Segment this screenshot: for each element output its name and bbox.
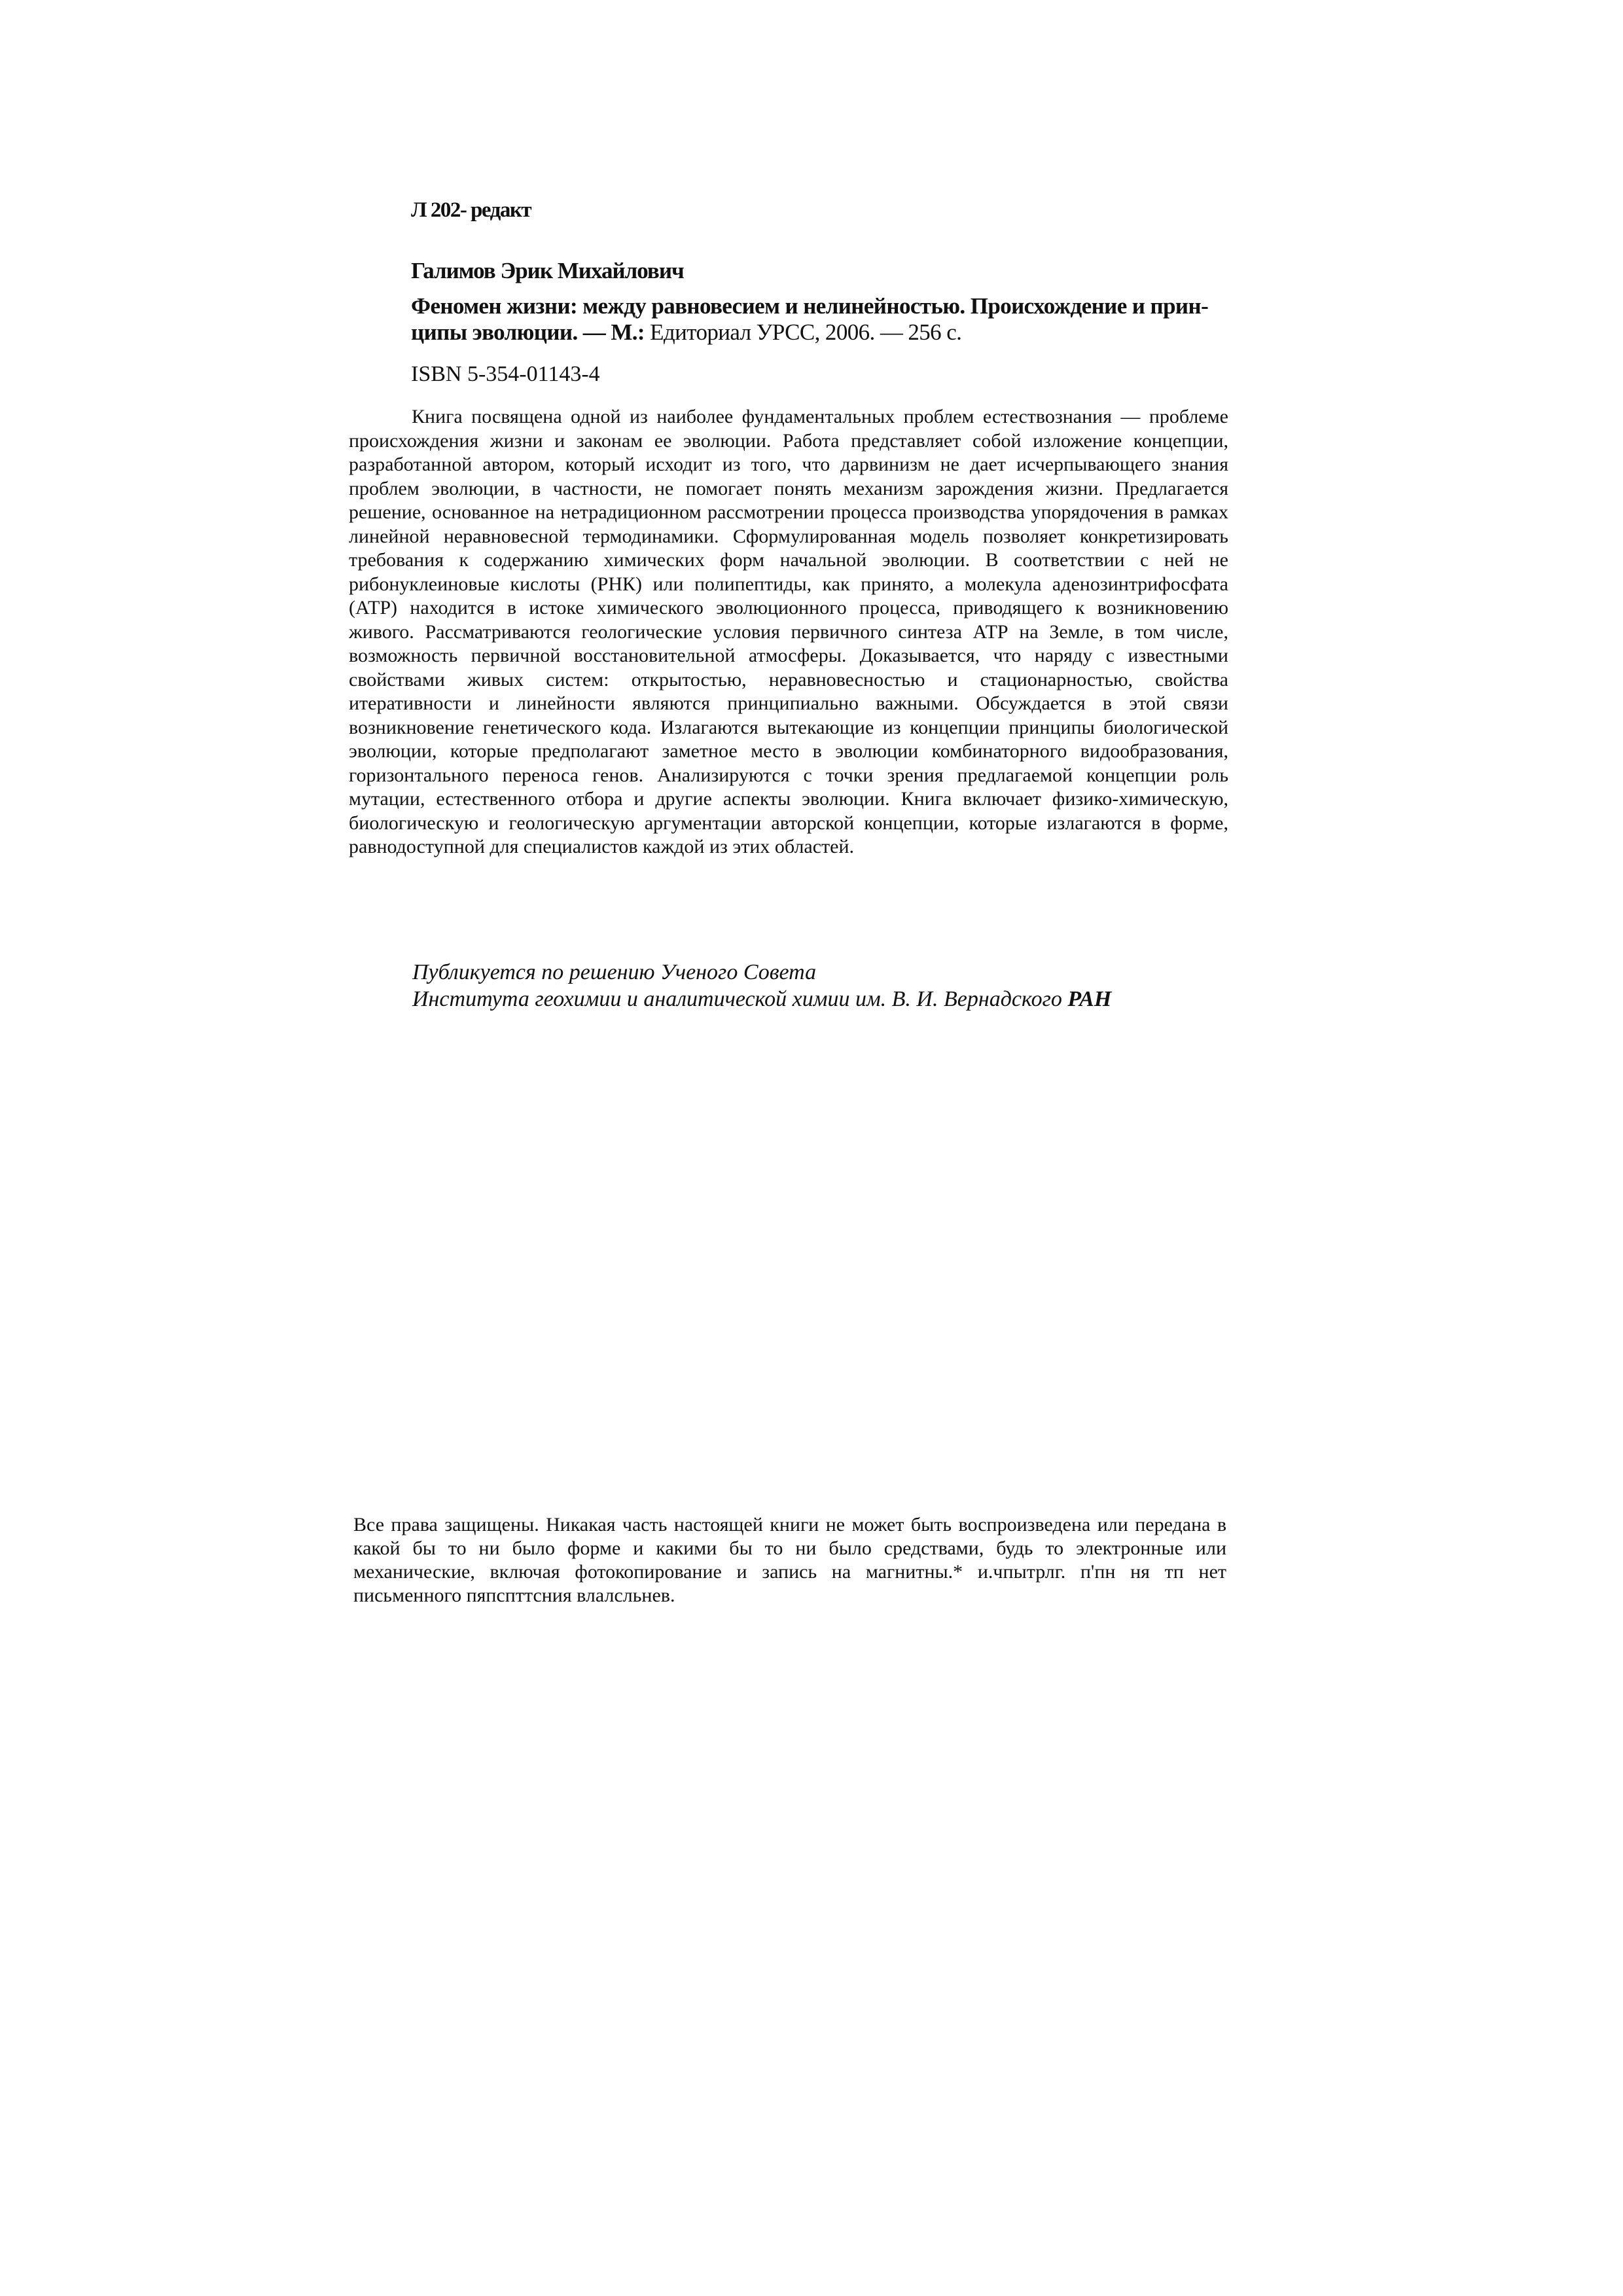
academy-abbreviation: РАН (1067, 987, 1112, 1011)
book-title: Феномен жизни: между равновесием и нелинейностью. Происхождение и принципы эволюции. (411, 293, 1209, 345)
institute-name: Института геохимии и аналитической химии им. В. И. Вернадского (412, 987, 1068, 1011)
bibliographic-entry (411, 293, 1222, 346)
isbn: ISBN 5-354-01143-4 (411, 362, 600, 386)
book-abstract: Книга посвящена одной из наиболее фундаментальных проблем естествознания — проблеме происхождения жизни и законам ее эволюции. Работа представляет собой изложение концепции, разработанной автором, который исходит из того, что дарвинизм не дает исчерпывающего знания проблем эволюции, в частности, не помогает понять механизм зарождения жизни. Предлагается решение, основанное на нетрадиционном рассмотрении процесса производства упорядочения в рамках линейной неравновесной термодинамики. Сформулированная модель позволяет конкретизировать требования к содержанию химических форм начальной эволюции. В соответствии с ней не рибонуклеиновые кислоты (РНК) или полипептиды, как принято, а молекула аденозинтрифосфата (АТР) находится в истоке химического эволюционного процесса, приводящего к возникновению живого. Рассматриваются геологические условия первичного синтеза АТР на Земле, в том числе, возможность первичной восстановительной атмосферы. Доказывается, что наряду с известными свойствами живых систем: открытостью, неравновесностью и стационарностью, свойства итеративности и линейности являются принципиально важными. Обсуждается в этой связи возникновение генетического кода. Излагаются вытекающие из концепции принципы биологической эволюции, которые предполагают заметное место в эволюции комбинаторного видообразования, горизонтального переноса генов. Анализируются с точки зрения предлагаемой концепции роль мутации, естественного отбора и другие аспекты эволюции. Книга включает физико-химическую, биологическую и геологическую аргументации авторской концепции, которые излагаются в форме, равнодоступной для специалистов каждой из этих областей. (349, 406, 1228, 857)
author-name: Галимов Эрик Михайлович (411, 258, 684, 283)
approval-line-1: Публикуется по решению Ученого Совета (412, 960, 817, 984)
copyright-notice: Все права защищены. Никакая часть настоящей книги не может быть воспроизведена или передана в какой бы то ни было форме и какими бы то ни было средствами, будь то электронные или механические, включая фотокопирование и запись на магнитны.* и.чпытрлг. п'пн ня тп нет письменного пяпспттсния влалсльнев. (353, 1514, 1226, 1606)
approval-line-2 (412, 986, 1111, 1013)
publication-approval-note (412, 959, 1111, 1013)
catalog-code: Л 202- редакт (411, 198, 531, 222)
publisher-details: Едиториал УРСС, 2006. — 256 с. (644, 319, 962, 345)
publication-city: — М.: (577, 319, 645, 345)
